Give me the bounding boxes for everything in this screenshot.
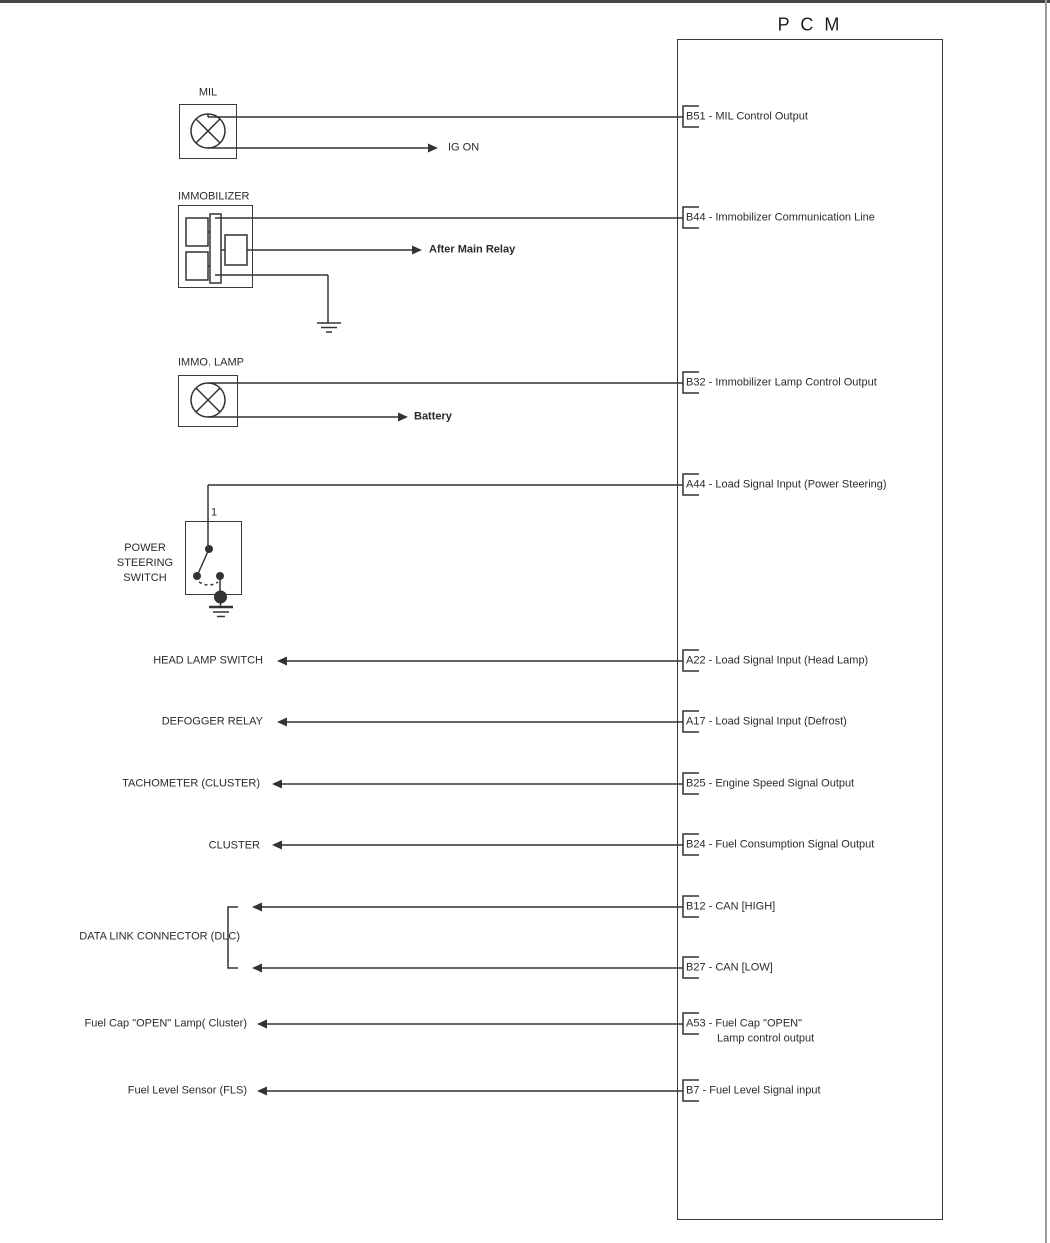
switch-blade (197, 549, 209, 576)
arrowhead-battery (398, 413, 408, 422)
arrowhead-ig-on (428, 144, 438, 153)
pin-label-b44: B44 - Immobilizer Communication Line (686, 211, 875, 224)
immobilizer-connector-symbol (186, 214, 247, 283)
arrowhead-head-lamp-switch (277, 657, 287, 666)
pin-bracket-b7 (683, 1080, 699, 1101)
pin-bracket-b32 (683, 372, 699, 393)
arrowhead-can-low (252, 964, 262, 973)
pss-label-line-1: POWER (124, 542, 166, 554)
lamp-icon-mil (191, 114, 225, 148)
defogger-relay-label: DEFOGGER RELAY (161, 715, 263, 728)
fuel-level-sensor-label: Fuel Level Sensor (FLS) (127, 1084, 247, 1097)
pin-label-a22: A22 - Load Signal Input (Head Lamp) (686, 654, 869, 667)
ground-symbol-power-steering (209, 597, 233, 617)
pin-bracket-b25 (683, 773, 699, 794)
immobilizer-cell-1 (186, 218, 208, 246)
pin-label-b7: B7 - Fuel Level Signal input (686, 1084, 821, 1097)
arrowhead-after-main-relay (412, 246, 422, 255)
arrowhead-fuel-cap-lamp (257, 1020, 267, 1029)
immobilizer-cell-2 (186, 252, 208, 280)
arrowhead-defogger-relay (277, 718, 287, 727)
arrowhead-fuel-level-sensor (257, 1087, 267, 1096)
arrowhead-cluster (272, 841, 282, 850)
pin-label-b32: B32 - Immobilizer Lamp Control Output (686, 376, 877, 389)
pin-label-b27: B27 - CAN [LOW] (686, 961, 773, 974)
dlc-bracket (228, 907, 238, 968)
pin-bracket-a53 (683, 1013, 699, 1034)
data-link-connector-label: DATA LINK CONNECTOR (DLC) (79, 930, 240, 943)
switch-travel-arc (199, 582, 218, 585)
pin-bracket-b24 (683, 834, 699, 855)
pin-bracket-b12 (683, 896, 699, 917)
pin-bracket-a44 (683, 474, 699, 495)
pcm-title: P C M (777, 14, 843, 35)
pss-label-line-2: STEERING (116, 557, 174, 569)
after-main-relay-label: After Main Relay (429, 243, 516, 256)
immobilizer-bar (210, 214, 221, 283)
arrowhead-can-high (252, 903, 262, 912)
pin-label-b25: B25 - Engine Speed Signal Output (686, 777, 855, 790)
pin-label-a17: A17 - Load Signal Input (Defrost) (686, 715, 847, 728)
pin-bracket-a17 (683, 711, 699, 732)
tachometer-label: TACHOMETER (CLUSTER) (122, 777, 260, 790)
pss-label-line-3: SWITCH (123, 572, 167, 584)
pin-bracket-a22 (683, 650, 699, 671)
pin-bracket-b27 (683, 957, 699, 978)
immobilizer-label: IMMOBILIZER (178, 190, 250, 203)
head-lamp-switch-label: HEAD LAMP SWITCH (153, 654, 263, 667)
pin-label-b24: B24 - Fuel Consumption Signal Output (686, 838, 875, 851)
immobilizer-cell-3 (225, 235, 247, 265)
ground-symbol-immobilizer (317, 323, 341, 332)
fuel-cap-lamp-label: Fuel Cap "OPEN" Lamp( Cluster) (84, 1017, 247, 1030)
pss-pin-number: 1 (211, 506, 218, 519)
switch-contact-top (205, 545, 213, 553)
power-steering-switch-symbol (193, 545, 227, 604)
pin-bracket-b51 (683, 106, 699, 127)
pin-label-a53-line1: A53 - Fuel Cap "OPEN" (686, 1017, 803, 1030)
cluster-label: CLUSTER (208, 839, 260, 852)
pin-label-b51: B51 - MIL Control Output (686, 110, 808, 123)
battery-label: Battery (414, 410, 452, 423)
arrowhead-tachometer (272, 780, 282, 789)
pin-label-a53-line2: Lamp control output (717, 1032, 815, 1045)
pin-label-b12: B12 - CAN [HIGH] (686, 900, 776, 913)
pin-label-a44: A44 - Load Signal Input (Power Steering) (686, 478, 887, 491)
ig-on-label: IG ON (448, 141, 480, 154)
lamp-icon-immo (191, 383, 225, 417)
switch-contact-left (193, 572, 201, 580)
pin-bracket-b44 (683, 207, 699, 228)
mil-label: MIL (198, 86, 218, 99)
immo-lamp-label: IMMO. LAMP (178, 356, 245, 369)
